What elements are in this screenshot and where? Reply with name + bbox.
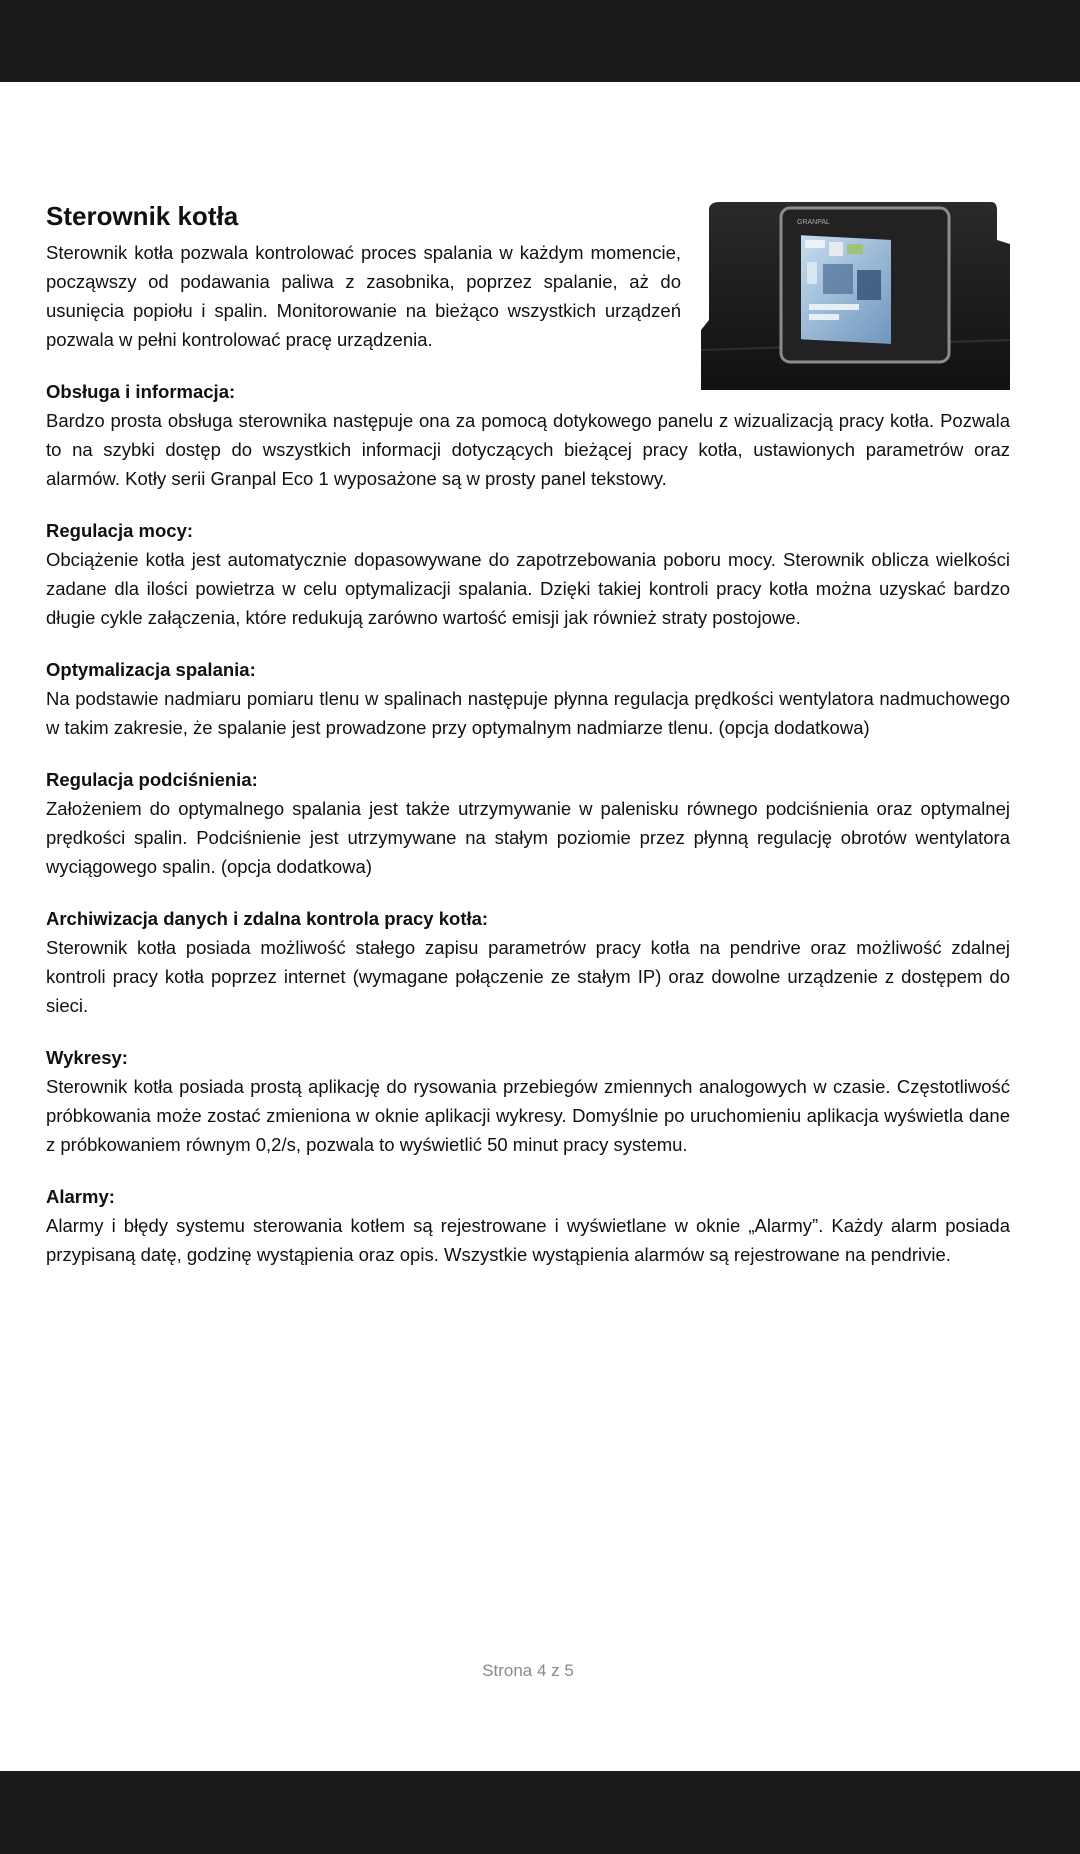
section-text: Alarmy i błędy systemu sterowania kotłem są rejestrowane i wyświetlane w oknie „Alarmy”. Każdy alarm posiada przypisaną datę, godzinę wystąpienia oraz opis. Wszystkie wystąpienia alarmów są rejestrowane na pendrivie. — [46, 1215, 1010, 1265]
section-heading: Regulacja mocy: — [46, 520, 194, 541]
section-optymalizacja — [46, 655, 1010, 742]
section-text: Na podstawie nadmiaru pomiaru tlenu w spalinach następuje płynna regulacja prędkości wentylatora nadmuchowego w takim zakresie, że spalanie jest prowadzone przy optymalnym nadmiarze tlenu. (opcja dodatkowa) — [46, 688, 1010, 738]
section-obsluga — [46, 377, 1010, 493]
section-wykresy — [46, 1043, 1010, 1159]
section-podcisnienie — [46, 765, 1010, 881]
top-bar — [0, 0, 1080, 82]
section-archiwizacja — [46, 904, 1010, 1020]
page-number: Strona 4 z 5 — [482, 1661, 574, 1680]
section-text: Bardzo prosta obsługa sterownika następuje ona za pomocą dotykowego panelu z wizualizacją pracy kotła. Pozwala to na szybki dostęp do wszystkich informacji dotyczących bieżącej pracy kotła, ustawionych parametrów oraz alarmów. Kotły serii Granpal Eco 1 wyposażone są w prosty panel tekstowy. — [46, 410, 1010, 489]
intro-paragraph: Sterownik kotła pozwala kontrolować proces spalania w każdym momencie, począwszy od podawania paliwa z zasobnika, poprzez spalanie, aż do usunięcia popiołu i spalin. Monitorowanie na bieżąco wszystkich urządzeń pozwala w pełni kontrolować pracę urządzenia. — [46, 242, 681, 350]
section-heading: Alarmy: — [46, 1186, 115, 1207]
section-text: Sterownik kotła posiada możliwość stałego zapisu parametrów pracy kotła na pendrive oraz możliwość zdalnej kontroli pracy kotła poprzez internet (wymagane połączenie ze stałym IP) oraz dowolne urządzenie z dostępem do sieci. — [46, 937, 1010, 1016]
section-text: Obciążenie kotła jest automatycznie dopasowywane do zapotrzebowania poboru mocy. Sterownik oblicza wielkości zadane dla ilości powietrza w celu optymalizacji spalania. Dzięki takiej kontroli pracy kotła można uzyskać bardzo długie cykle załączenia, które redukują zarówno wartość emisji jak również straty postojowe. — [46, 549, 1010, 628]
boiler-controller-panel-image — [701, 200, 1010, 390]
section-text: Sterownik kotła posiada prostą aplikację do rysowania przebiegów zmiennych analogowych w czasie. Częstotliwość próbkowania może zostać zmieniona w oknie aplikacji wykresy. Domyślnie po uruchomieniu aplikacja wyświetla dane z próbkowaniem równym 0,2/s, pozwala to wyświetlić 50 minut pracy systemu. — [46, 1076, 1010, 1155]
section-heading: Archiwizacja danych i zdalna kontrola pracy kotła: — [46, 908, 489, 929]
section-heading: Wykresy: — [46, 1047, 128, 1068]
page-title: Sterownik kotła — [46, 201, 239, 231]
section-text: Założeniem do optymalnego spalania jest także utrzymywanie w palenisku równego podciśnienia oraz optymalnej prędkości spalin. Podciśnienie jest utrzymywane na stałym poziomie przez płynną regulację obrotów wentylatora wyciągowego spalin. (opcja dodatkowa) — [46, 798, 1010, 877]
section-alarmy — [46, 1182, 1010, 1269]
section-heading: Obsługa i informacja: — [46, 381, 236, 402]
bottom-bar — [0, 1771, 1080, 1854]
section-heading: Optymalizacja spalania: — [46, 659, 256, 680]
panel-brand-text: GRANPAL — [797, 219, 830, 226]
document-page — [46, 196, 1010, 1269]
section-regulacja-mocy — [46, 516, 1010, 632]
section-heading: Regulacja podciśnienia: — [46, 769, 258, 790]
